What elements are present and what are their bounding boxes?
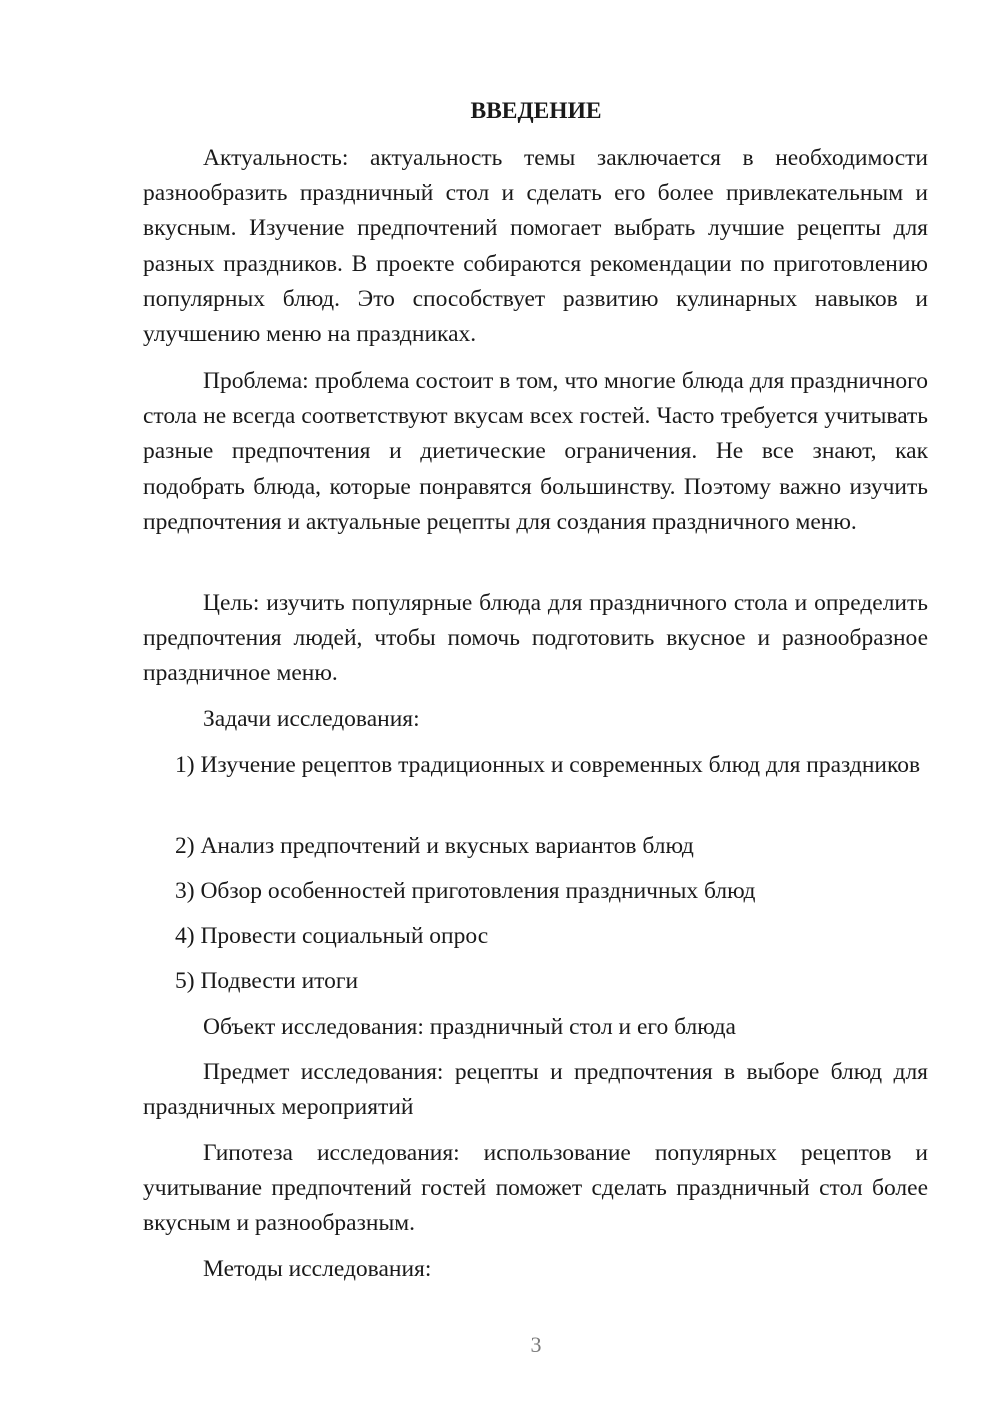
problem-paragraph: Проблема: проблема состоит в том, что многие блюда для праздничного стола не всегда соответствуют вкусам всех гостей. Часто требуется учитывать разные предпочтения и диетические ограничения. Не все знают, как подобрать блюда, которые понравятся большинству. Поэтому важно изучить предпочтения и актуальные рецепты для создания праздничного меню. [143,368,928,535]
methods-heading: Методы исследования: [203,1256,432,1282]
hypothesis-paragraph: Гипотеза исследования: использование популярных рецептов и учитывание предпочтений гостей поможет сделать праздничный стол более вкусным и разнообразным. [143,1140,928,1237]
task-item-1: 1) Изучение рецептов традиционных и современных блюд для праздников [175,752,921,778]
goal-paragraph: Цель: изучить популярные блюда для праздничного стола и определить предпочтения людей, чтобы помочь подготовить вкусное и разнообразное праздничное меню. [143,590,928,687]
task-item-5: 5) Подвести итоги [175,968,359,994]
task-item-3: 3) Обзор особенностей приготовления праздничных блюд [175,878,756,904]
task-item-4: 4) Провести социальный опрос [175,923,489,949]
relevance-paragraph: Актуальность: актуальность темы заключается в необходимости разнообразить праздничный стол и сделать его более привлекательным и вкусным. Изучение предпочтений помогает выбрать лучшие рецепты для разных праздников. В проекте собираются рекомендации по приготовлению популярных блюд. Это способствует развитию кулинарных навыков и улучшению меню на праздниках. [143,145,928,348]
tasks-heading: Задачи исследования: [203,706,420,732]
subject-paragraph: Предмет исследования: рецепты и предпочтения в выборе блюд для праздничных мероприятий [143,1059,928,1121]
task-item-2: 2) Анализ предпочтений и вкусных вариантов блюд [175,833,694,859]
object-paragraph: Объект исследования: праздничный стол и его блюда [203,1014,736,1040]
section-title: ВВЕДЕНИЕ [470,98,602,124]
page-number: 3 [530,1332,542,1357]
